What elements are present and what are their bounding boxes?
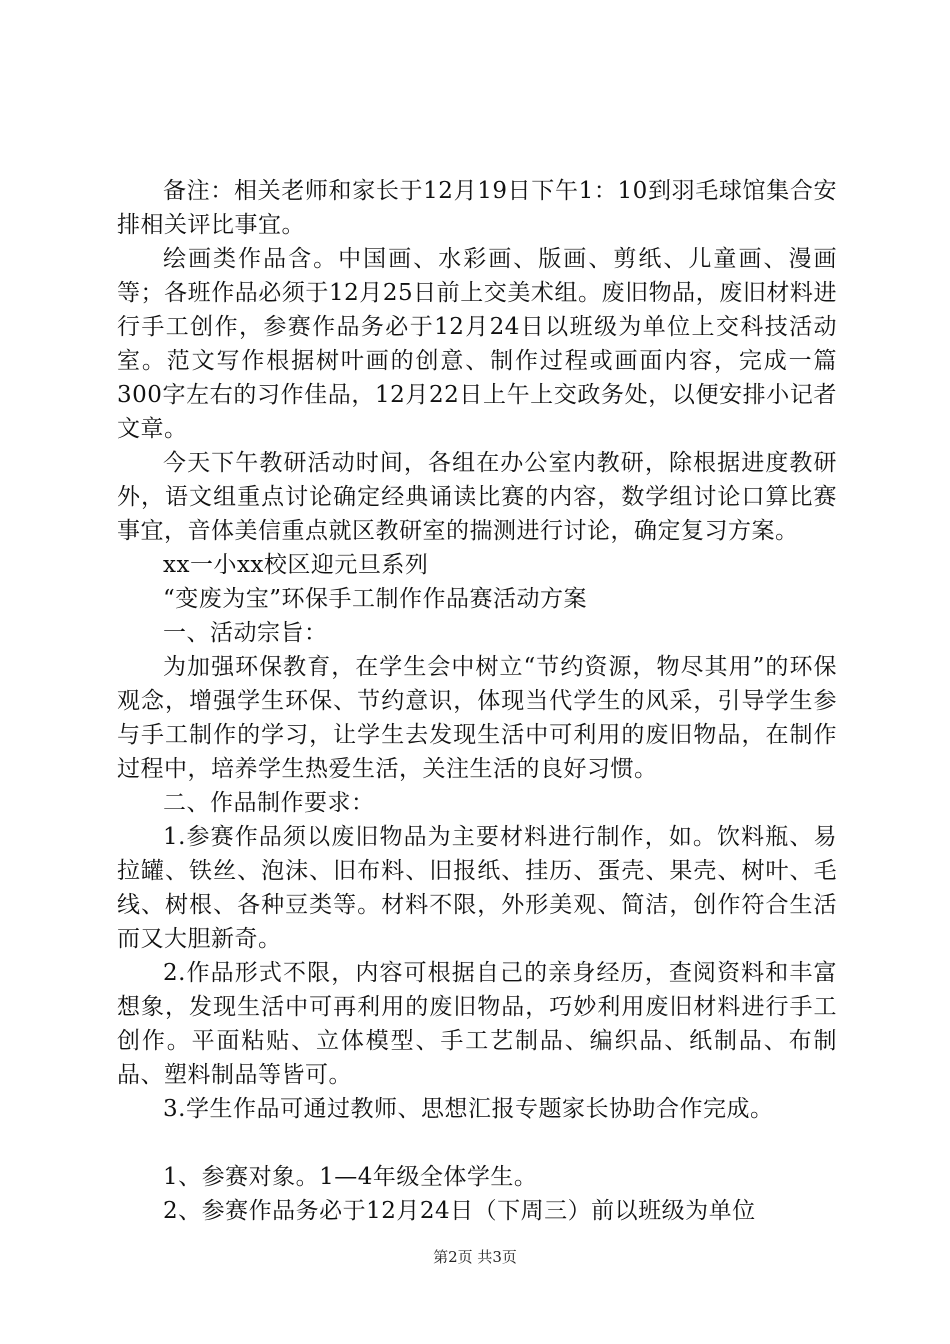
paragraph-school-series: xx一小xx校区迎元旦系列 (163, 552, 429, 578)
paragraph-participants: 1、参赛对象。1—4年级全体学生。 (163, 1164, 538, 1190)
section-heading-requirements: 二、作品制作要求： (163, 790, 375, 816)
paragraph-painting-works: 绘画类作品含。中国画、水彩画、版画、剪纸、儿童画、漫画等；各班作品必须于12月25日前上交美术组。废旧物品，废旧材料进行手工创作，参赛作品务必于12月24日以班级为单位上交科技活动室。范文写作根据树叶画的创意、制作过程或画面内容，完成一篇300字左右的习作佳品，12月22日上午上交政务处，以便安排小记者文章。 (117, 246, 837, 442)
paragraph-plan-title: “变废为宝”环保手工制作作品赛活动方案 (163, 586, 588, 612)
page-footer: 第2页 共3页 (433, 1248, 517, 1266)
paragraph-gap (117, 1126, 837, 1160)
paragraph-requirement-2: 2.作品形式不限，内容可根据自己的亲身经历，查阅资料和丰富想象，发现生活中可再利用的废旧物品，巧妙利用废旧材料进行手工创作。平面粘贴、立体模型、手工艺制品、编织品、纸制品、布制品、塑料制品等皆可。 (117, 960, 837, 1088)
paragraph-purpose: 为加强环保教育，在学生会中树立“节约资源，物尽其用”的环保观念，增强学生环保、节约意识，体现当代学生的风采，引导学生参与手工制作的学习，让学生去发现生活中可利用的废旧物品，在制作过程中，培养学生热爱生活，关注生活的良好习惯。 (117, 654, 837, 782)
paragraph-teaching-research: 今天下午教研活动时间，各组在办公室内教研，除根据进度教研外，语文组重点讨论确定经典诵读比赛的内容，数学组讨论口算比赛事宜，音体美信重点就区教研室的揣测进行讨论，确定复习方案。 (117, 450, 837, 544)
paragraph-requirement-1: 1.参赛作品须以废旧物品为主要材料进行制作，如。饮料瓶、易拉罐、铁丝、泡沫、旧布料、旧报纸、挂历、蛋壳、果壳、树叶、毛线、树根、各种豆类等。材料不限，外形美观、简洁，创作符合生活而又大胆新奇。 (117, 824, 837, 952)
paragraph-submission: 2、参赛作品务必于12月24日（下周三）前以班级为单位 (163, 1198, 756, 1224)
document-body (117, 174, 837, 1228)
section-heading-purpose: 一、活动宗旨： (163, 620, 328, 646)
paragraph-requirement-3: 3.学生作品可通过教师、思想汇报专题家长协助合作完成。 (163, 1096, 774, 1122)
paragraph-note: 备注：相关老师和家长于12月19日下午1：10到羽毛球馆集合安排相关评比事宜。 (117, 178, 837, 238)
